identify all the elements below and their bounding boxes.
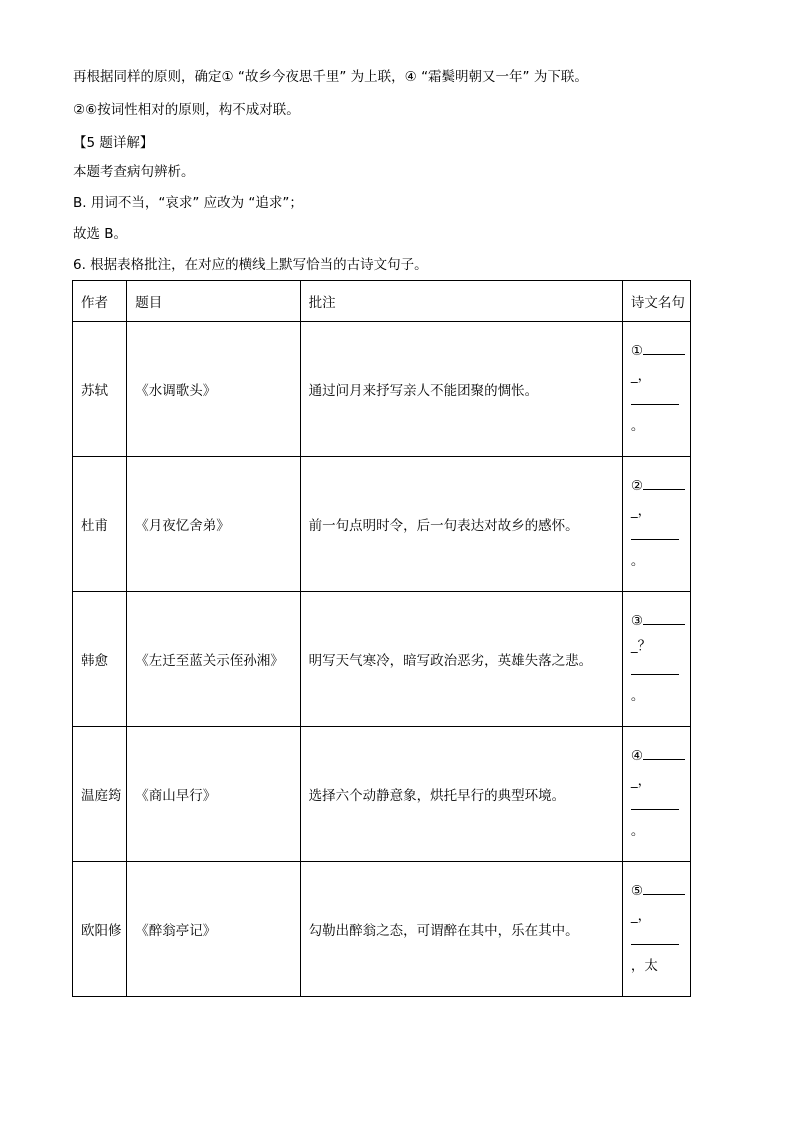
table-row [73, 862, 691, 997]
blank-mid: _， [630, 368, 652, 384]
cell-note: 前一句点明时令，后一句表达对故乡的感怀。 [300, 457, 622, 592]
cell-author: 苏轼 [73, 322, 127, 457]
table-header-row [73, 281, 691, 322]
question-6-prompt: 6. 根据表格批注，在对应的横线上默写恰当的古诗文句子。 [73, 257, 428, 273]
cell-blank [622, 862, 690, 997]
blank-number: ⑤ [630, 883, 643, 899]
header-lines: 诗文名句 [622, 281, 690, 322]
blank-end: 。 [630, 553, 645, 569]
cell-blank [622, 592, 690, 727]
header-author: 作者 [73, 281, 127, 322]
answer-blank[interactable] [631, 795, 679, 810]
table-row [73, 457, 691, 592]
cell-blank [622, 457, 690, 592]
cell-note: 勾勒出醉翁之态，可谓醉在其中，乐在其中。 [300, 862, 622, 997]
blank-number: ④ [630, 748, 643, 764]
paragraph-5: 故选 B。 [73, 226, 128, 242]
cell-title: 《月夜忆舍弟》 [127, 457, 300, 592]
cell-title: 《水调歌头》 [127, 322, 300, 457]
cell-author: 杜甫 [73, 457, 127, 592]
answer-blank[interactable] [631, 930, 679, 945]
answer-blank[interactable] [643, 475, 685, 490]
answer-blank[interactable] [631, 390, 679, 405]
header-note: 批注 [300, 281, 622, 322]
cell-blank [622, 727, 690, 862]
blank-mid: _， [630, 908, 652, 924]
blank-end: 。 [630, 418, 645, 434]
answer-blank[interactable] [643, 340, 685, 355]
paragraph-4: B. 用词不当，“哀求” 应改为 “追求”； [73, 195, 303, 211]
blank-mid: _， [630, 503, 652, 519]
section-heading: 【5 题详解】 [73, 135, 154, 151]
cell-blank [622, 322, 690, 457]
answer-blank[interactable] [643, 745, 685, 760]
blank-end: ，太 [630, 958, 658, 974]
blank-number: ② [630, 478, 643, 494]
answer-blank[interactable] [631, 660, 679, 675]
cell-title: 《左迁至蓝关示侄孙湘》 [127, 592, 300, 727]
cell-title: 《商山早行》 [127, 727, 300, 862]
paragraph-2: ②⑥按词性相对的原则，构不成对联。 [73, 102, 300, 118]
table-row [73, 592, 691, 727]
cell-author: 韩愈 [73, 592, 127, 727]
cell-note: 明写天气寒冷，暗写政治恶劣，英雄失落之悲。 [300, 592, 622, 727]
cell-author: 温庭筠 [73, 727, 127, 862]
blank-number: ③ [630, 613, 643, 629]
answer-blank[interactable] [643, 880, 685, 895]
header-title: 题目 [127, 281, 300, 322]
paragraph-1: 再根据同样的原则，确定① “故乡今夜思千里” 为上联，④ “霜鬓明朝又一年” 为下联。 [73, 69, 588, 85]
cell-note: 通过问月来抒写亲人不能团聚的惆怅。 [300, 322, 622, 457]
cell-note: 选择六个动静意象，烘托早行的典型环境。 [300, 727, 622, 862]
poem-table [72, 280, 691, 997]
answer-blank[interactable] [631, 525, 679, 540]
cell-title: 《醉翁亭记》 [127, 862, 300, 997]
blank-mid: _？ [630, 638, 652, 654]
blank-mid: _， [630, 773, 652, 789]
table-row [73, 727, 691, 862]
blank-end: 。 [630, 688, 645, 704]
cell-author: 欧阳修 [73, 862, 127, 997]
answer-blank[interactable] [643, 610, 685, 625]
table-row [73, 322, 691, 457]
paragraph-3: 本题考查病句辨析。 [73, 164, 195, 180]
blank-end: 。 [630, 823, 645, 839]
blank-number: ① [630, 343, 643, 359]
